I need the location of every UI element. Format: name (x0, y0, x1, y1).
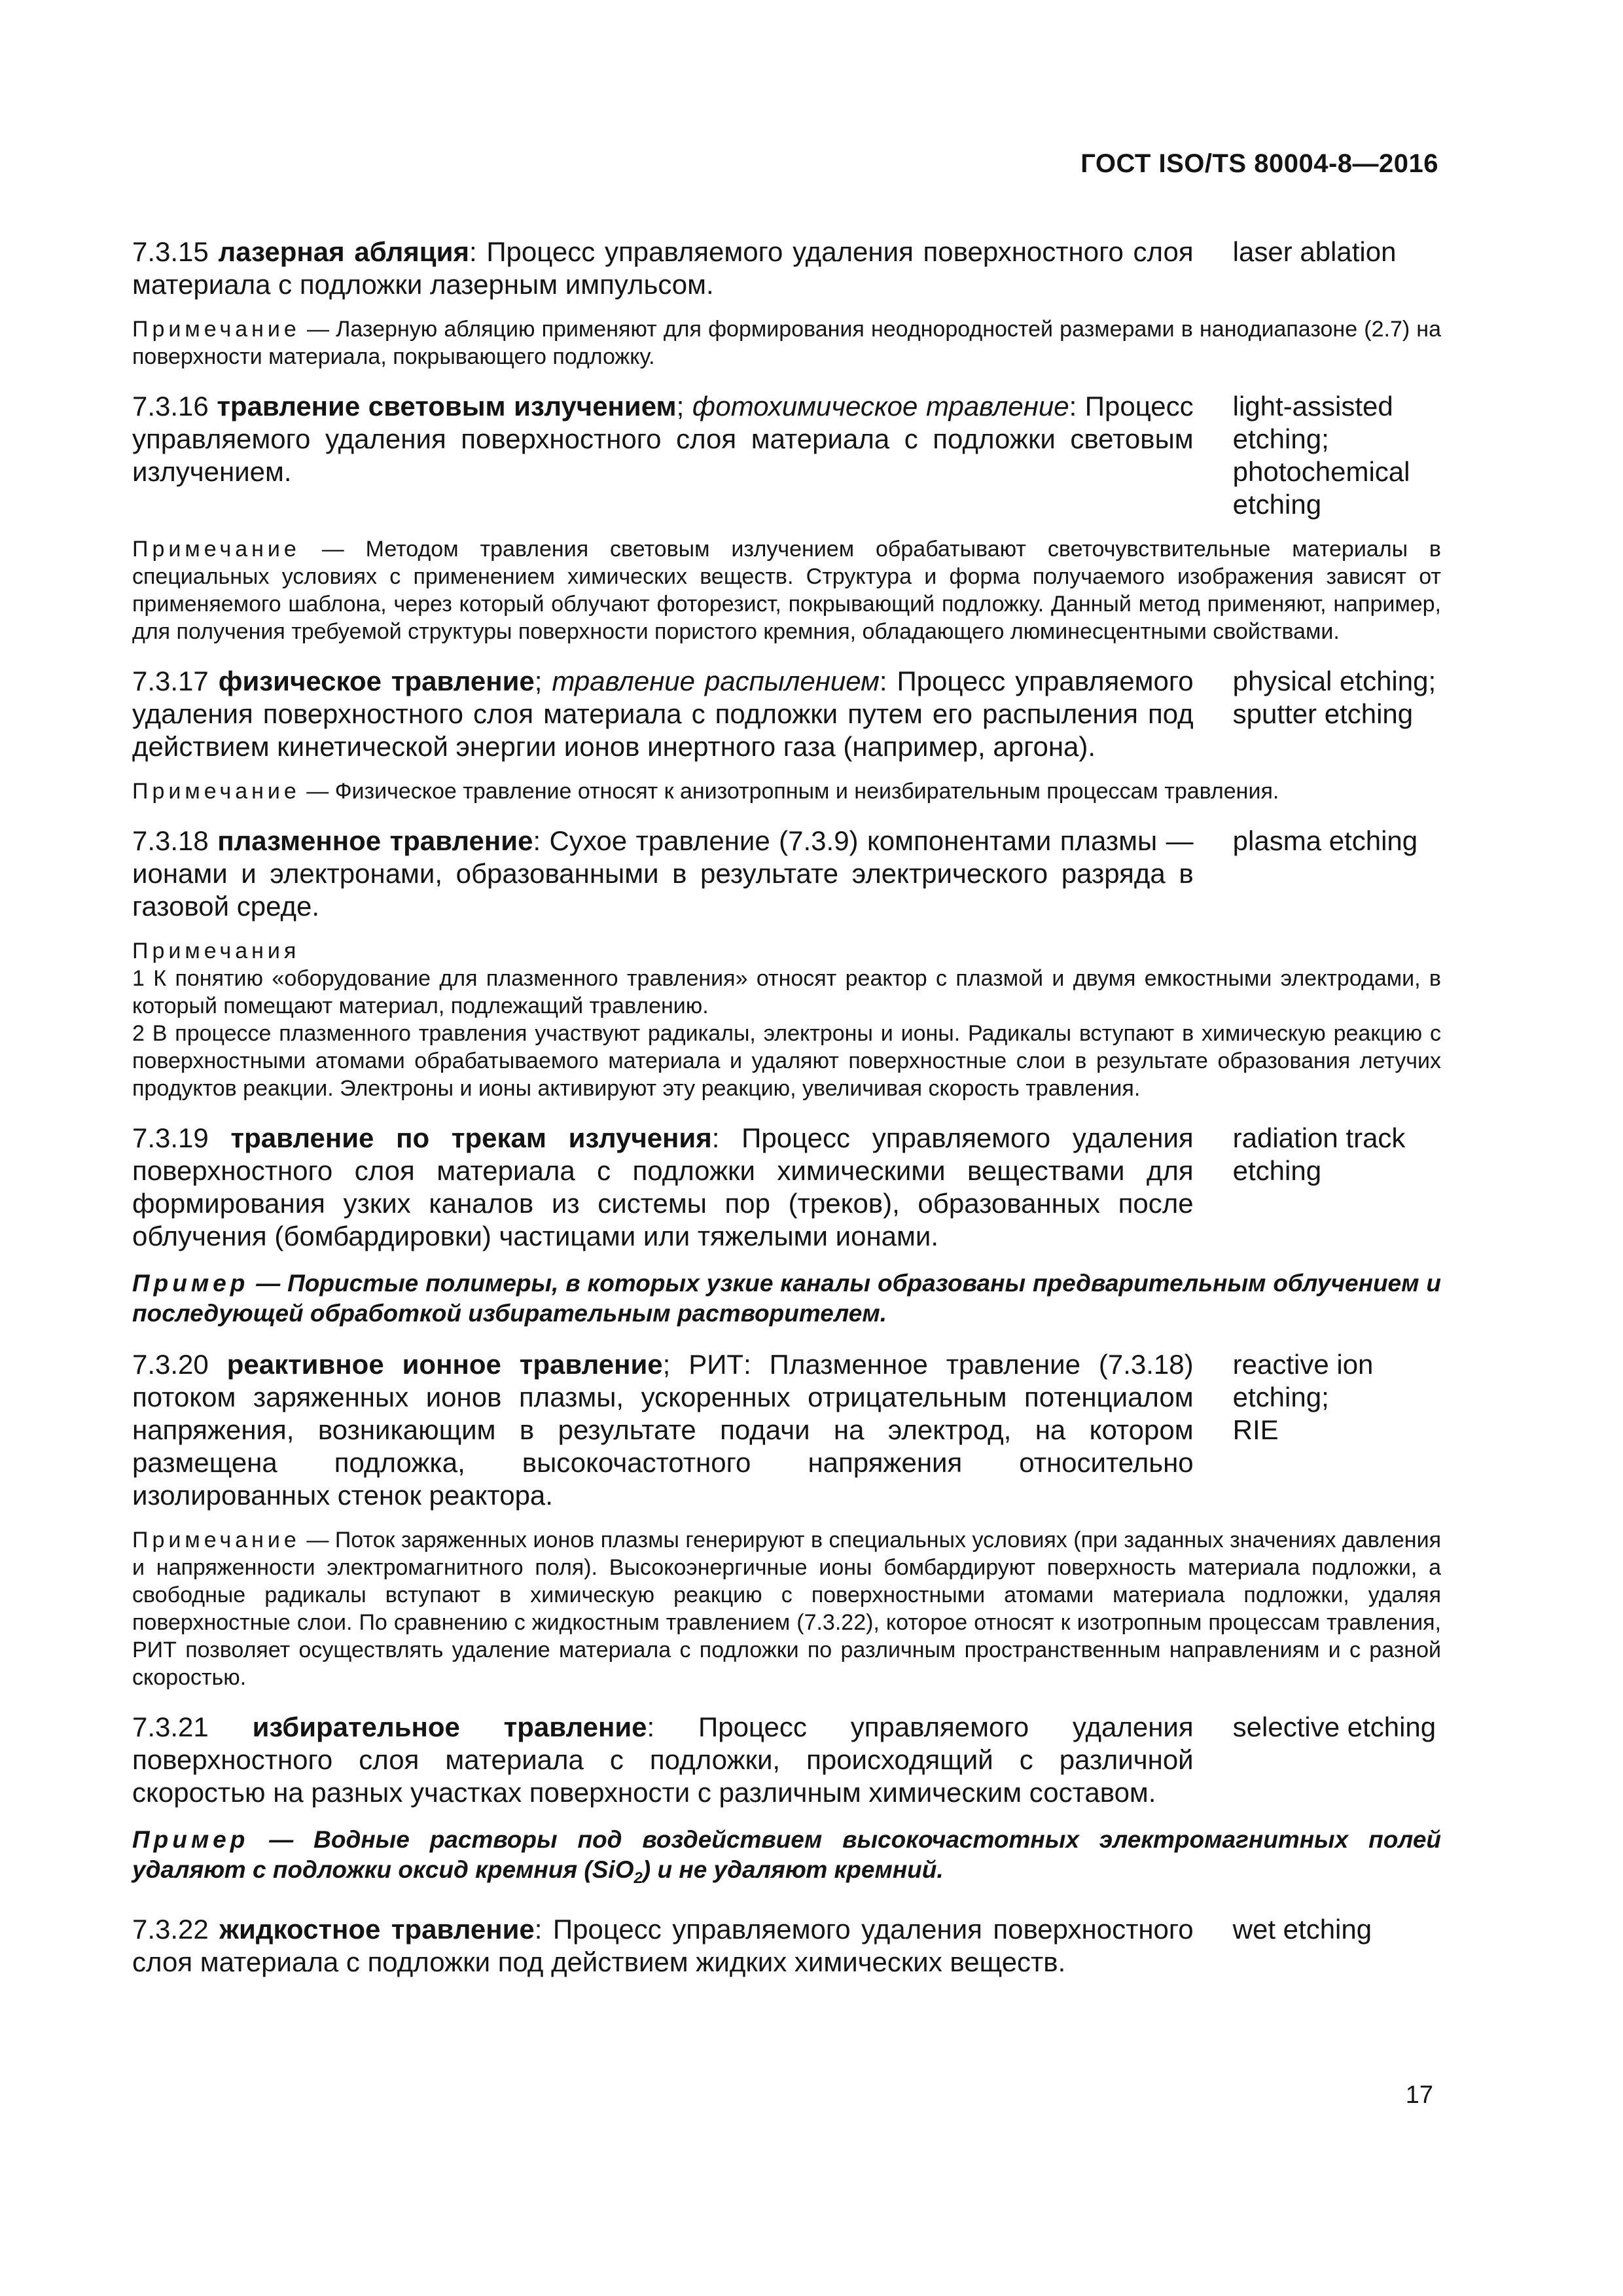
note (132, 535, 1441, 645)
term-english (1233, 665, 1441, 730)
term-name: реактивное ионное травление (226, 1349, 663, 1380)
term-number: 7.3.20 (132, 1349, 209, 1380)
term-number: 7.3.19 (132, 1122, 209, 1153)
note-dash: — (300, 537, 366, 562)
term-definition-text: : Процесс управляемого удаления поверхностного слоя материала с подложки лазерным импульсом. (132, 236, 1194, 300)
document-body (132, 236, 1441, 1979)
term-definition: 7.3.20 реактивное ионное травление; РИТ: Плазменное травление (7.3.18) потоком заряженных ионов плазмы, ускоренных отрицательным потенциалом напряжения, возникающим в результате подачи на электрод, на котором размещена подложка, высокочастотного напряжения относительно изолированных стенок реактора. (132, 1349, 1194, 1511)
term-english-line: sputter etching (1232, 698, 1414, 729)
term-definition-text: : Процесс управляемого удаления поверхностного слоя материала с подложки под действием жидких химических веществ. (132, 1914, 1194, 1977)
subscript: 2 (633, 1869, 643, 1887)
term-english-line: light-assisted (1232, 391, 1393, 422)
term-name: жидкостное травление (219, 1914, 535, 1945)
term-english-line: RIE (1232, 1414, 1279, 1445)
term-number: 7.3.18 (132, 825, 209, 856)
example-text: ) и не удаляют кремний. (642, 1856, 944, 1883)
term-english (1233, 1348, 1441, 1446)
example-label: Пример (132, 1270, 249, 1297)
term-synonym: травление распылением (552, 666, 880, 696)
term-english-line: wet etching (1232, 1914, 1372, 1945)
term-definition (132, 1913, 1194, 1979)
term-definition (132, 1711, 1194, 1809)
term-entry (132, 390, 1441, 521)
note-text: 1 К понятию «оборудование для плазменного травления» относят реактор с плазмой и двумя емкостными электродами, в который помещают материал, подлежащий травлению. (132, 966, 1441, 1018)
term-entry (132, 825, 1441, 923)
term-english-line: physical etching; (1232, 666, 1436, 696)
term-name: физическое травление (218, 666, 535, 696)
term-english-line: radiation track (1232, 1122, 1406, 1153)
notes-block (132, 937, 1441, 1102)
term-entry (132, 665, 1441, 763)
term-english (1233, 825, 1441, 857)
note-text: Поток заряженных ионов плазмы генерируют в специальных условиях (при заданных значениях давления и напряженности электромагнитного поля). Высокоэнергичные ионы бомбардируют поверхность материала подложки, а свободные радикалы вступают в химическую реакцию с поверхностными атомами материала подложки, удаляя поверхностные слои. По сравнению с жидкостным травлением (7.3.22), которое относят к изотропным процессам травления, РИТ позволяет осуществлять удаление материала с подложки по различным пространственным направлениям и с разной скоростью. (132, 1528, 1441, 1690)
note-dash: — (300, 1528, 335, 1552)
example-text: Водные растворы под воздействием высокочастотных электромагнитных полей удаляют с подложки оксид кремния (SiO (132, 1826, 1441, 1883)
term-english-line: etching (1232, 489, 1322, 520)
term-english (1233, 390, 1441, 521)
term-synonym: фотохимическое травление (692, 391, 1069, 422)
term-english-line: etching; (1232, 423, 1329, 454)
example-dash: — (249, 1270, 288, 1297)
term-english (1233, 236, 1441, 268)
term-entry (132, 1122, 1441, 1253)
term-name: избирательное травление (252, 1712, 647, 1742)
term-number: 7.3.15 (132, 236, 209, 267)
term-definition-text: : Сухое травление (7.3.9) компонентами плазмы — ионами и электронами, образованными в результате электрического разряда в газовой среде. (132, 825, 1194, 922)
term-definition (132, 236, 1194, 301)
note-label: Примечание (132, 779, 300, 804)
term-name: травление световым излучением (217, 391, 677, 422)
example (132, 1268, 1441, 1329)
term-name: травление по трекам излучения (230, 1122, 712, 1153)
term-name: плазменное травление (217, 825, 533, 856)
note-dash: — (300, 779, 335, 804)
note-label: Примечание (132, 317, 300, 342)
notes-label: Примечания (132, 939, 300, 963)
document-header: ГОСТ ISO/TS 80004-8—2016 (1080, 149, 1438, 178)
note (132, 1526, 1441, 1691)
term-definition-text: : Процесс управляемого удаления поверхностного слоя материала с подложки путем его распыления под действием кинетической энергии ионов инертного газа (например, аргона). (132, 666, 1194, 762)
term-entry (132, 1913, 1441, 1979)
term-number: 7.3.16 (132, 391, 209, 422)
term-english (1233, 1913, 1441, 1946)
term-number: 7.3.21 (132, 1712, 209, 1742)
term-english-line: laser ablation (1232, 236, 1397, 267)
note-label: Примечание (132, 1528, 300, 1552)
term-definition: 7.3.16 травление световым излучением; фотохимическое травление: Процесс управляемого удаления поверхностного слоя материала с подложки световым излучением. (132, 391, 1194, 487)
term-definition-text: : Процесс управляемого удаления поверхностного слоя материала с подложки химическими веществами для формирования узких каналов из системы пор (треков), образованных после облучения (бомбардировки) частицами или тяжелыми ионами. (132, 1122, 1194, 1251)
term-number: 7.3.17 (132, 666, 209, 696)
note (132, 315, 1441, 370)
note-label: Примечание (132, 537, 300, 562)
term-english-line: reactive ion (1232, 1349, 1374, 1380)
note-text: Лазерную абляцию применяют для формирования неоднородностей размерами в нанодиапазоне (2.7) на поверхности материала, покрывающего подложку. (132, 317, 1441, 369)
term-number: 7.3.22 (132, 1914, 209, 1945)
term-english-line: selective etching (1232, 1712, 1436, 1742)
term-entry (132, 1711, 1441, 1809)
term-name: лазерная абляция (218, 236, 469, 267)
term-definition-text: : Процесс управляемого удаления поверхностного слоя материала с подложки, происходящий с различной скоростью на разных участках поверхности с различным химическим составом. (132, 1712, 1194, 1808)
note-text: Методом травления световым излучением обрабатывают светочувствительные материалы в специальных условиях с применением химических веществ. Структура и форма получаемого изображения зависят от применяемого шаблона, через который облучают фоторезист, покрывающий подложку. Данный метод применяют, например, для получения требуемой структуры поверхности пористого кремния, обладающего люминесцентными свойствами. (132, 537, 1441, 644)
term-definition: 7.3.17 физическое травление; травление распылением: Процесс управляемого удаления поверхностного слоя материала с подложки путем его распыления под действием кинетической энергии ионов инертного газа (например, аргона). (132, 666, 1194, 762)
term-english (1233, 1711, 1441, 1744)
term-english-line: plasma etching (1232, 825, 1418, 856)
term-entry (132, 1348, 1441, 1512)
example-dash: — (249, 1826, 314, 1853)
term-definition (132, 1122, 1194, 1253)
note-text: 2 В процессе плазменного травления участвуют радикалы, электроны и ионы. Радикалы вступают в химическую реакцию с поверхностными атомами обрабатываемого материала и удаляют поверхностные слои в результате образования летучих продуктов реакции. Электроны и ионы активируют эту реакцию, увеличивая скорость травления. (132, 1021, 1441, 1101)
example-text: Пористые полимеры, в которых узкие каналы образованы предварительным облучением и последующей обработкой избирательным растворителем. (132, 1270, 1441, 1327)
term-english (1233, 1122, 1441, 1187)
term-english-line: etching (1232, 1155, 1322, 1186)
term-abbreviation: РИТ (688, 1349, 744, 1380)
term-definition-text: : Процесс управляемого удаления поверхностного слоя материала с подложки световым излучением. (132, 391, 1194, 487)
term-english-line: photochemical (1232, 456, 1410, 487)
page-number: 17 (1405, 2081, 1433, 2109)
note (132, 778, 1441, 805)
example-label: Пример (132, 1826, 249, 1853)
term-entry (132, 236, 1441, 301)
term-definition-text: : Плазменное травление (7.3.18) потоком заряженных ионов плазмы, ускоренных отрицательным потенциалом напряжения, возникающим в результате подачи на электрод, на котором размещена подложка, высокочастотного напряжения относительно изолированных стенок реактора. (132, 1349, 1194, 1511)
example (132, 1825, 1441, 1893)
note-dash: — (300, 317, 336, 342)
term-english-line: etching; (1232, 1382, 1329, 1412)
term-definition (132, 825, 1194, 923)
note-text: Физическое травление относят к анизотропным и неизбирательным процессам травления. (334, 779, 1279, 804)
